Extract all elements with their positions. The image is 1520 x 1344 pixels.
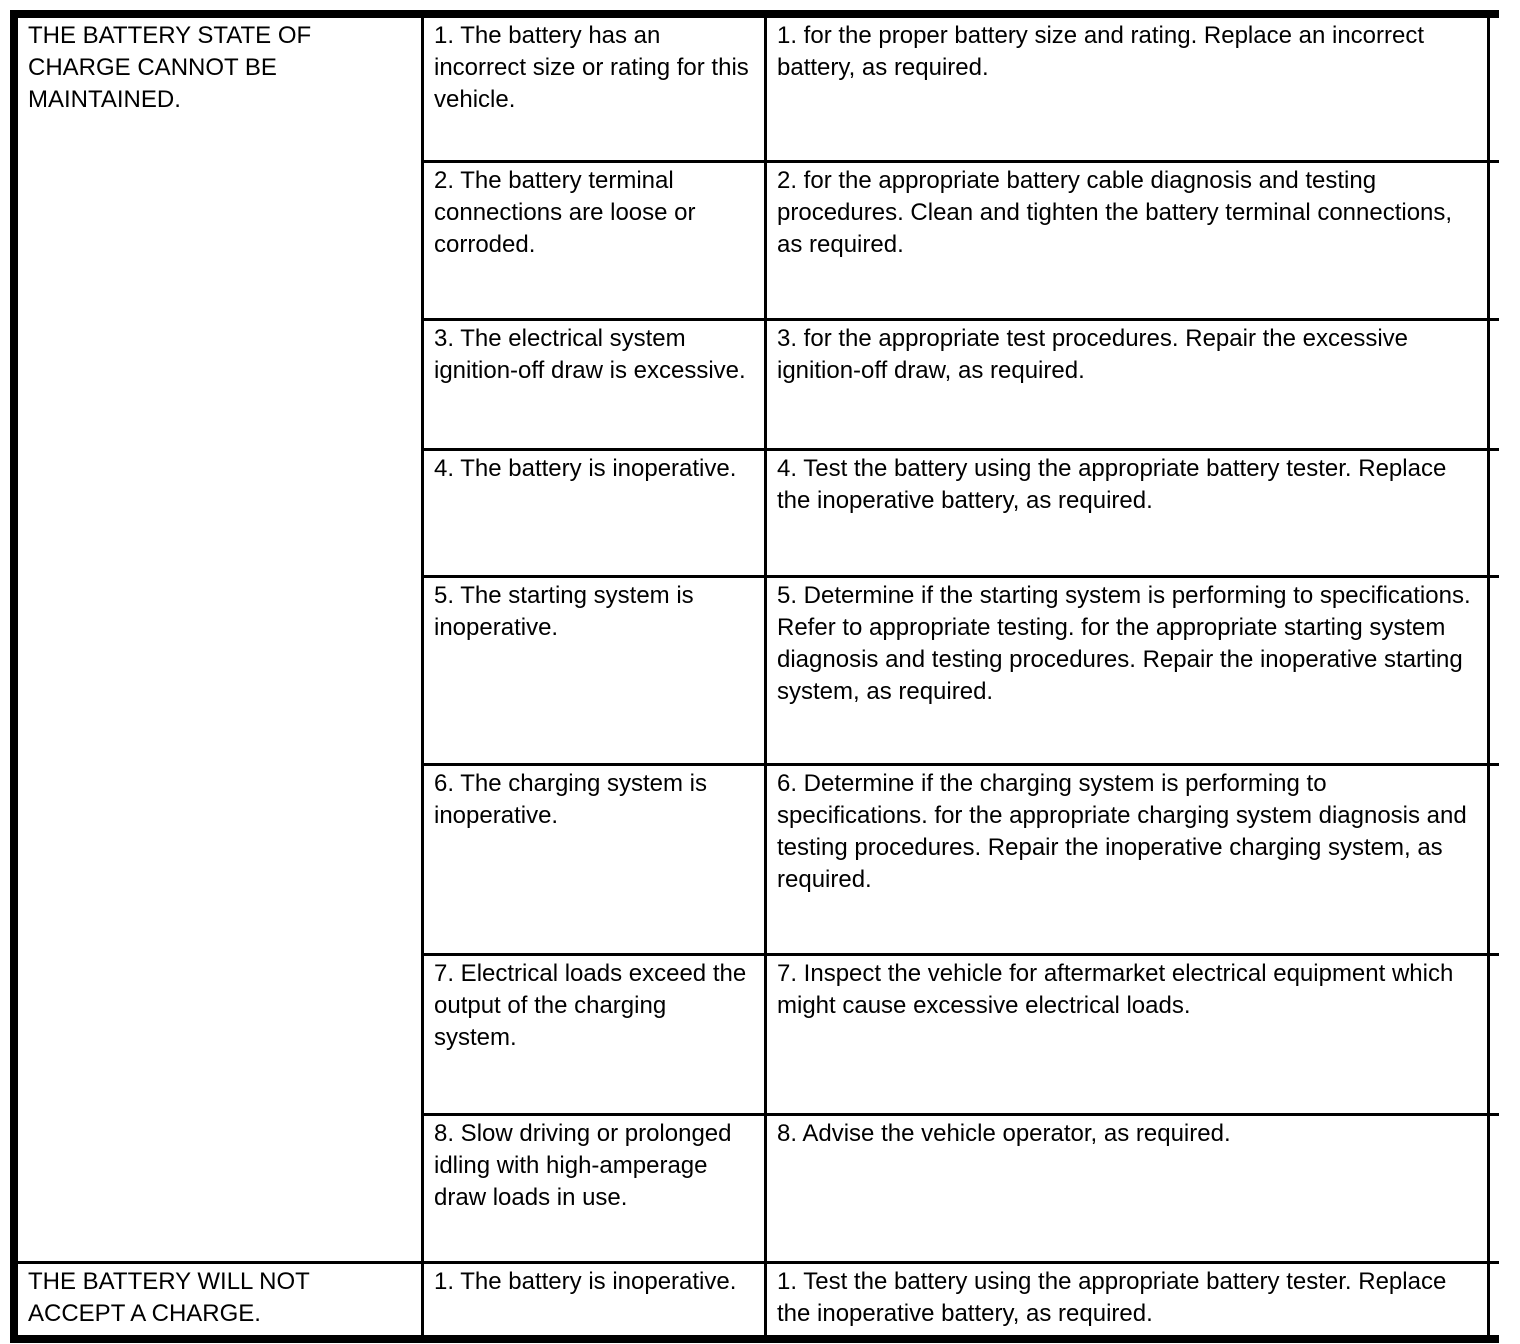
correction-cell-4: 4. Test the battery using the appropriate battery tester. Replace the inoperative battery, as required. (767, 451, 1487, 575)
margin-column-cell-6 (1490, 766, 1507, 953)
margin-column-cell-4 (1490, 451, 1507, 575)
cause-cell-3: 3. The electrical system ignition-off draw is excessive. (424, 321, 764, 448)
correction-cell-6: 6. Determine if the charging system is performing to specifications. for the appropriate charging system diagnosis and testing procedures. Repair the inoperative charging system, as required. (767, 766, 1487, 953)
cause-cell-6: 6. The charging system is inoperative. (424, 766, 764, 953)
correction-cell-5: 5. Determine if the starting system is performing to specifications. Refer to appropriate testing. for the appropriate starting system diagnosis and testing procedures. Repair the inoperative starting system, as required. (767, 578, 1487, 763)
correction-cell-2: 2. for the appropriate battery cable diagnosis and testing procedures. Clean and tighten the battery terminal connections, as required. (767, 163, 1487, 318)
correction-cell-8: 8. Advise the vehicle operator, as required. (767, 1116, 1487, 1261)
cause-cell-2: 2. The battery terminal connections are loose or corroded. (424, 163, 764, 318)
correction-cell-7: 7. Inspect the vehicle for aftermarket electrical equipment which might cause excessive electrical loads. (767, 956, 1487, 1113)
battery-diagnosis-table (10, 10, 1499, 1343)
cause-cell-1: 1. The battery has an incorrect size or rating for this vehicle. (424, 18, 764, 160)
margin-column-cell-1 (1490, 18, 1507, 160)
margin-column-cell-5 (1490, 578, 1507, 763)
condition-cell-section-2: THE BATTERY WILL NOT ACCEPT A CHARGE. (18, 1264, 421, 1335)
correction-cell-1: 1. for the proper battery size and rating. Replace an incorrect battery, as required. (767, 18, 1487, 160)
margin-column-cell-3 (1490, 321, 1507, 448)
condition-cell-section-1: THE BATTERY STATE OF CHARGE CANNOT BE MAINTAINED. (18, 18, 421, 1261)
cause-cell-5: 5. The starting system is inoperative. (424, 578, 764, 763)
margin-column-cell-9 (1490, 1264, 1507, 1335)
correction-cell-3: 3. for the appropriate test procedures. Repair the excessive ignition-off draw, as required. (767, 321, 1487, 448)
margin-column-cell-8 (1490, 1116, 1507, 1261)
cause-cell-9: 1. The battery is inoperative. (424, 1264, 764, 1335)
cause-cell-4: 4. The battery is inoperative. (424, 451, 764, 575)
cause-cell-8: 8. Slow driving or prolonged idling with high-amperage draw loads in use. (424, 1116, 764, 1261)
cause-cell-7: 7. Electrical loads exceed the output of the charging system. (424, 956, 764, 1113)
margin-column-cell-2 (1490, 163, 1507, 318)
margin-column-cell-7 (1490, 956, 1507, 1113)
correction-cell-9: 1. Test the battery using the appropriate battery tester. Replace the inoperative battery, as required. (767, 1264, 1487, 1335)
